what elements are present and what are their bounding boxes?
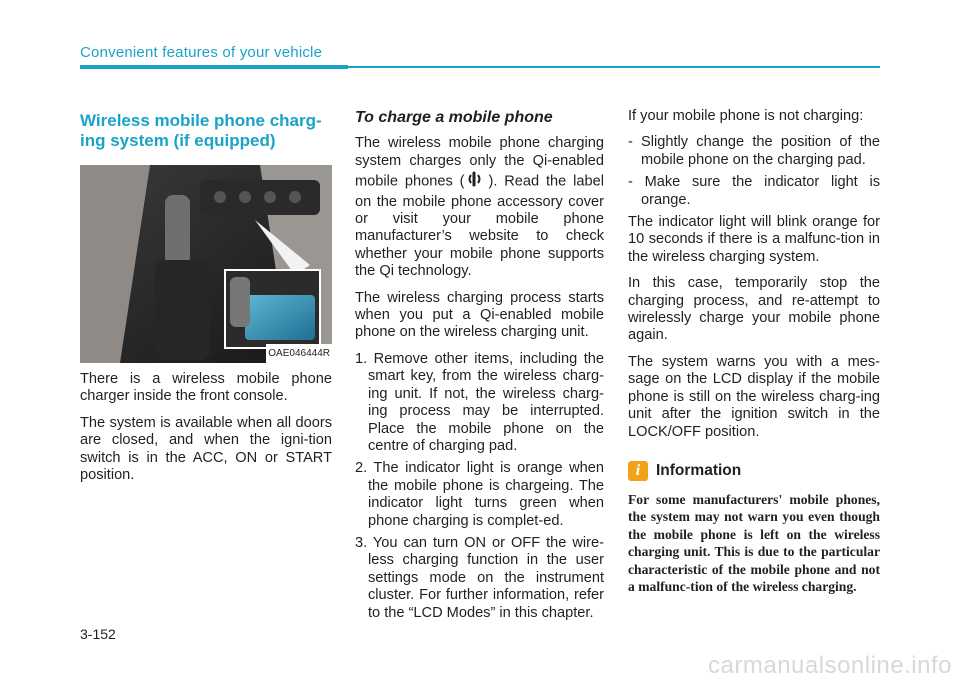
information-heading <box>628 461 880 481</box>
information-icon: i <box>628 461 648 481</box>
text-span: The wireless mobile phone charging system charges only the Qi-enabled mobile phones ( <box>355 135 604 190</box>
header-rule-thick <box>80 65 348 69</box>
watermark: carmanualsonline.info <box>708 652 952 679</box>
column-2 <box>355 100 604 627</box>
column-1 <box>80 100 332 493</box>
header-rule-thin <box>348 66 880 68</box>
paragraph: In this case, temporarily stop the charging process, and re-attempt to wirelessly charge your mobile phone again. <box>628 275 880 344</box>
paragraph: The system warns you with a mes-sage on the LCD display if the mobile phone is still on the wireless charg-ing unit after the ignition switch in the LOCK/OFF position. <box>628 353 880 440</box>
paragraph: If your mobile phone is not charging: <box>628 108 864 124</box>
paragraph: The indicator light will blink orange for 10 seconds if there is a malfunc-tion in the wireless charging system. <box>628 214 880 265</box>
list-item: 1. Remove other items, including the smart key, from the wireless charg-ing unit. If not, the wireless charg-ing process may be interrupted. Place the mobile phone on the centre of charging pad. <box>355 350 604 454</box>
qi-icon <box>467 170 485 193</box>
dash-list <box>628 134 880 209</box>
list-item: 3. You can turn ON or OFF the wire-less charging function in the user settings mode on the instrument cluster. For further information, refer to the “LCD Modes” in this chapter. <box>355 534 604 621</box>
subheading: To charge a mobile phone <box>355 109 553 126</box>
page-number: 3-152 <box>80 626 116 642</box>
list-item: - Slightly change the position of the mobile phone on the charging pad. <box>628 134 880 168</box>
column-3 <box>628 100 880 595</box>
paragraph: There is a wireless mobile phone charger inside the front console. <box>80 371 332 405</box>
paragraph: The system is available when all doors are closed, and when the igni-tion switch is in the ACC, ON or START position. <box>80 414 332 484</box>
console-photo-image <box>80 165 332 363</box>
list-item: - Make sure the indicator light is orange. <box>628 174 880 208</box>
paragraph: The wireless charging process starts when you put a Qi-enabled mobile phone on the wireless charging unit. <box>355 289 604 341</box>
paragraph <box>355 135 604 280</box>
photo-code-label: OAE046444R <box>266 344 332 363</box>
text-span: ). Read the label on the mobile phone accessory cover or visit your mobile phone manufacturer’s website to check whether your mobile phone supports the Qi technology. <box>355 173 604 280</box>
console-photo <box>80 165 332 363</box>
running-header: Convenient features of your vehicle <box>80 44 323 61</box>
numbered-list <box>355 351 604 622</box>
information-body: For some manufacturers' mobile phones, the system may not warn you even though the mobile phone is left on the wireless charging unit. This is due to the particular characteristic of the mobile phone and not a malfunc-tion of the wireless charging. <box>628 491 880 594</box>
list-item: 2. The indicator light is orange when the mobile phone is chargeing. The indicator light turns green when phone charging is complet-ed. <box>355 460 604 529</box>
section-title: Wireless mobile phone charg-ing system (if equipped) <box>80 111 322 150</box>
information-title: Information <box>656 462 742 480</box>
